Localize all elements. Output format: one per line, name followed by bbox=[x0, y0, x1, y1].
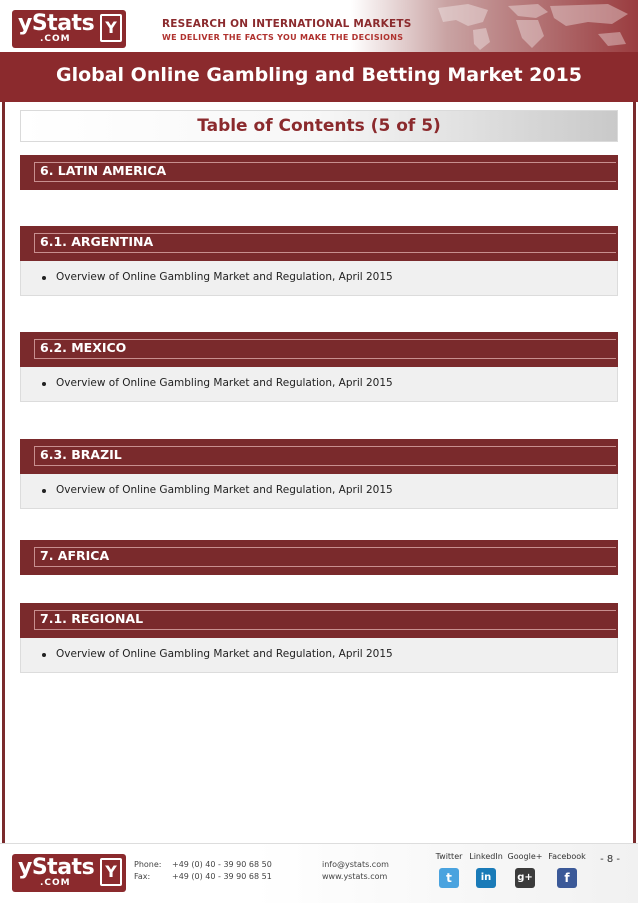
logo-mark-icon: Y bbox=[100, 14, 122, 42]
section-label: 7.1. REGIONAL bbox=[40, 611, 144, 626]
list-item[interactable] bbox=[20, 367, 618, 402]
world-map-icon bbox=[398, 0, 638, 52]
section-label: 6. LATIN AMERICA bbox=[40, 163, 167, 178]
toc-header bbox=[20, 110, 618, 142]
section-africa[interactable] bbox=[20, 540, 618, 575]
item-text: Overview of Online Gambling Market and Regulation, April 2015 bbox=[56, 484, 393, 496]
section-label: 6.2. MEXICO bbox=[40, 340, 127, 355]
section-latin-america[interactable] bbox=[20, 155, 618, 190]
section-label: 6.1. ARGENTINA bbox=[40, 234, 154, 249]
bullet-icon bbox=[42, 653, 46, 657]
page-number: - 8 - bbox=[600, 854, 620, 865]
section-argentina[interactable] bbox=[20, 226, 618, 261]
toc-title: Table of Contents (5 of 5) bbox=[197, 116, 441, 136]
website-link[interactable]: www.ystats.com bbox=[322, 872, 388, 881]
section-brazil[interactable] bbox=[20, 439, 618, 474]
section-label: 7. AFRICA bbox=[40, 548, 110, 563]
list-item[interactable] bbox=[20, 474, 618, 509]
header bbox=[0, 0, 638, 52]
facebook-icon[interactable]: f bbox=[557, 868, 577, 888]
bullet-icon bbox=[42, 489, 46, 493]
bullet-icon bbox=[42, 382, 46, 386]
title-bar bbox=[0, 52, 638, 102]
footer bbox=[0, 843, 638, 903]
item-text: Overview of Online Gambling Market and Regulation, April 2015 bbox=[56, 271, 393, 283]
linkedin-label: LinkedIn bbox=[469, 852, 503, 861]
tagline-sub: WE DELIVER THE FACTS YOU MAKE THE DECISIONS bbox=[162, 33, 404, 42]
fax-number: +49 (0) 40 - 39 90 68 51 bbox=[172, 872, 272, 881]
logo-text: yStats bbox=[18, 11, 95, 36]
footer-ystats-logo[interactable] bbox=[12, 854, 126, 892]
logo-com: .COM bbox=[40, 34, 71, 44]
section-regional[interactable] bbox=[20, 603, 618, 638]
page-title: Global Online Gambling and Betting Market 2015 bbox=[55, 64, 583, 86]
tagline bbox=[162, 18, 411, 42]
phone-label: Phone: bbox=[134, 860, 162, 869]
googleplus-label: Google+ bbox=[507, 852, 543, 861]
logo-text: yStats bbox=[18, 855, 95, 880]
section-mexico[interactable] bbox=[20, 332, 618, 367]
ystats-logo[interactable] bbox=[12, 10, 126, 48]
phone-number: +49 (0) 40 - 39 90 68 50 bbox=[172, 860, 272, 869]
logo-com: .COM bbox=[40, 878, 71, 888]
list-item[interactable] bbox=[20, 638, 618, 673]
section-label: 6.3. BRAZIL bbox=[40, 447, 122, 462]
linkedin-icon[interactable]: in bbox=[476, 868, 496, 888]
fax-label: Fax: bbox=[134, 872, 151, 881]
facebook-label: Facebook bbox=[548, 852, 586, 861]
bullet-icon bbox=[42, 276, 46, 280]
email-link[interactable]: info@ystats.com bbox=[322, 860, 389, 869]
logo-mark-icon: Y bbox=[100, 858, 122, 886]
list-item[interactable] bbox=[20, 261, 618, 296]
item-text: Overview of Online Gambling Market and Regulation, April 2015 bbox=[56, 648, 393, 660]
tagline-main: RESEARCH ON INTERNATIONAL MARKETS bbox=[162, 18, 412, 30]
twitter-icon[interactable]: t bbox=[439, 868, 459, 888]
item-text: Overview of Online Gambling Market and Regulation, April 2015 bbox=[56, 377, 393, 389]
twitter-label: Twitter bbox=[435, 852, 463, 861]
googleplus-icon[interactable]: g+ bbox=[515, 868, 535, 888]
